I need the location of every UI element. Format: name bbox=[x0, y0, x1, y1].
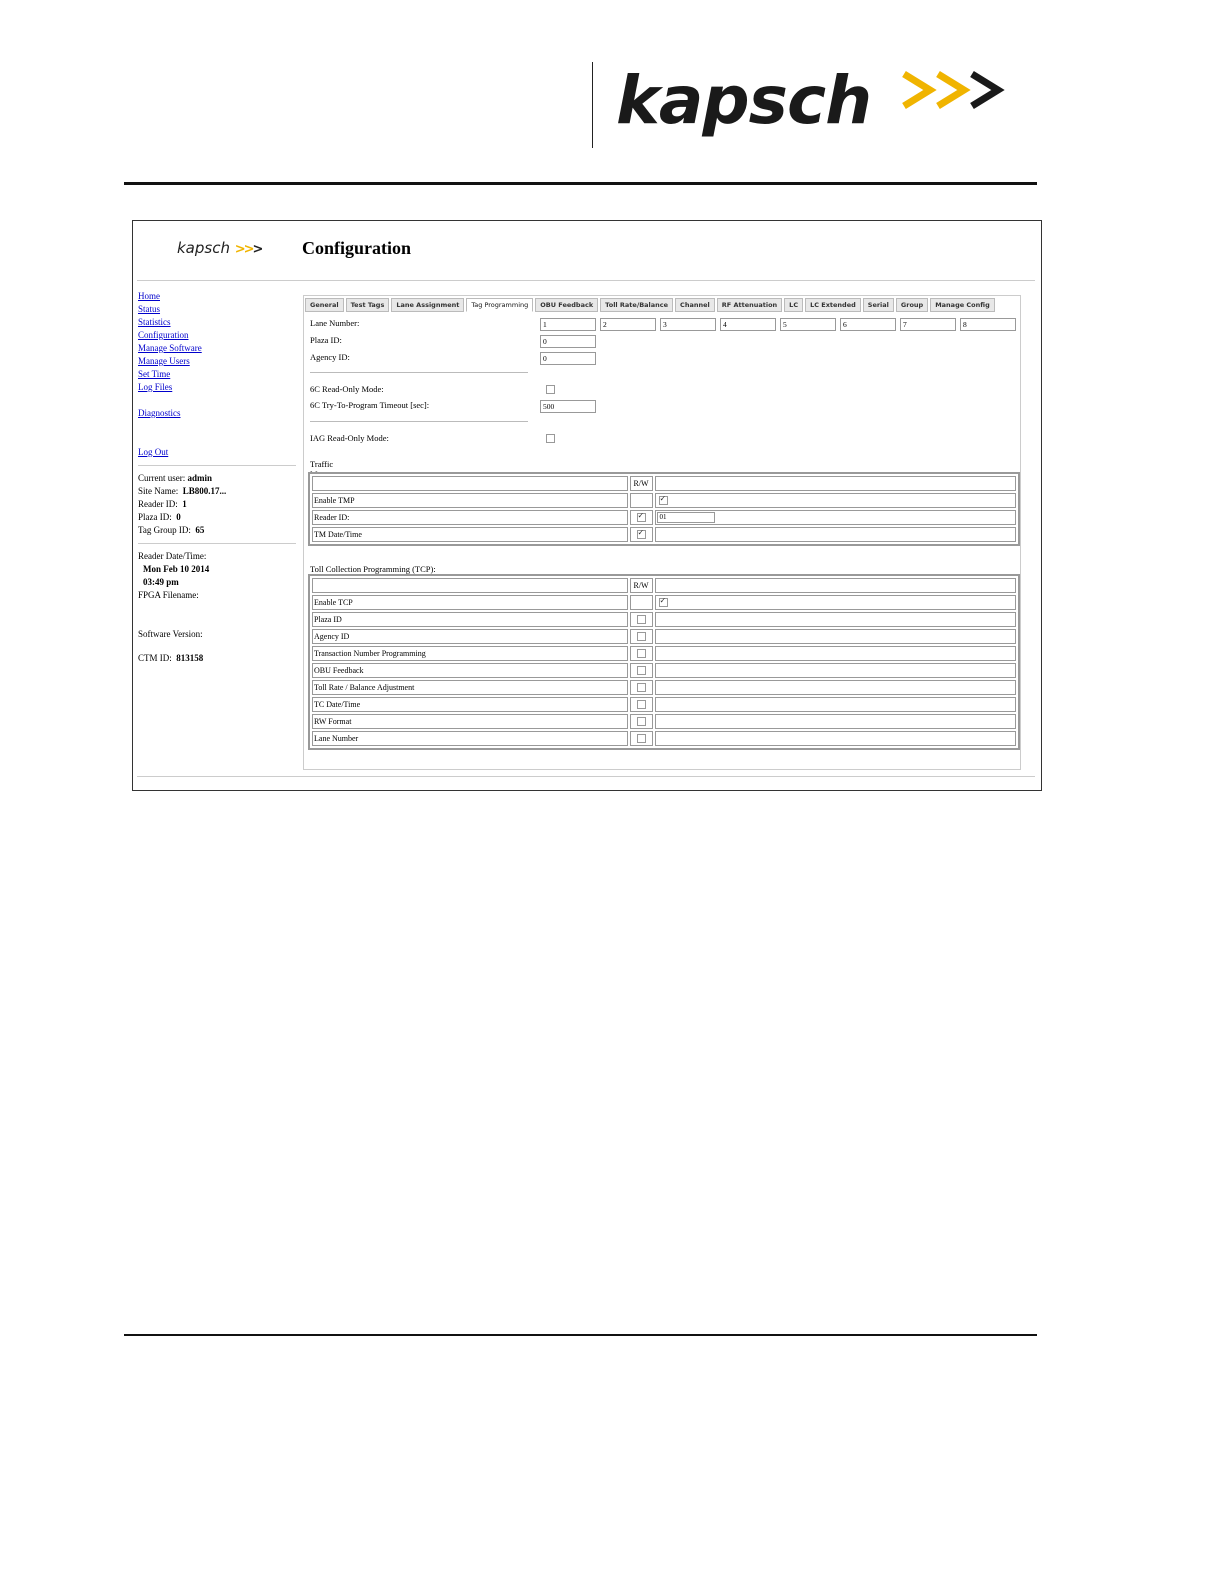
plaza-id-label: Plaza ID: bbox=[310, 335, 342, 345]
app-logo-text: kapsch bbox=[177, 239, 230, 257]
header-rule bbox=[124, 182, 1037, 185]
tc-date-time-rw-checkbox[interactable] bbox=[637, 700, 646, 709]
tab-general[interactable]: General bbox=[305, 298, 344, 312]
row-label: Reader ID: bbox=[312, 510, 628, 525]
nav-link-manage-software[interactable]: Manage Software bbox=[138, 343, 202, 353]
nav-link-set-time[interactable]: Set Time bbox=[138, 369, 171, 379]
kapsch-arrows-icon bbox=[902, 68, 1022, 128]
enable-tmp-checkbox[interactable] bbox=[659, 496, 668, 505]
kapsch-logo-text: kapsch bbox=[616, 62, 872, 139]
config-panel bbox=[303, 295, 1021, 770]
lane-number-input-6[interactable]: 6 bbox=[840, 318, 896, 331]
nav-link-home[interactable]: Home bbox=[138, 291, 160, 301]
agency-id-label: Agency ID: bbox=[310, 352, 350, 362]
tab-manage-config[interactable]: Manage Config bbox=[930, 298, 995, 312]
config-tabs bbox=[305, 298, 997, 312]
row-label: OBU Feedback bbox=[312, 663, 628, 678]
row-label: Enable TCP bbox=[312, 595, 628, 610]
row-label: TC Date/Time bbox=[312, 697, 628, 712]
iag-readonly-checkbox[interactable] bbox=[546, 434, 555, 443]
table-row bbox=[312, 578, 1016, 593]
tag-group-label: Tag Group ID: bbox=[138, 525, 191, 535]
table-row bbox=[312, 612, 1016, 627]
table-row bbox=[312, 595, 1016, 610]
lane-number-input-5[interactable]: 5 bbox=[780, 318, 836, 331]
plaza-id-label: Plaza ID: bbox=[138, 512, 172, 522]
toll-rate-balance-adjustment-rw-checkbox[interactable] bbox=[637, 683, 646, 692]
row-label: Agency ID bbox=[312, 629, 628, 644]
rw-header: R/W bbox=[630, 476, 653, 491]
table-row bbox=[312, 510, 1016, 525]
transaction-number-programming-rw-checkbox[interactable] bbox=[637, 649, 646, 658]
table-row bbox=[312, 697, 1016, 712]
6c-timeout-label: 6C Try-To-Program Timeout [sec]: bbox=[310, 400, 430, 410]
tab-channel[interactable]: Channel bbox=[675, 298, 715, 312]
tag-group-value: 65 bbox=[195, 525, 205, 535]
lane-number-input-4[interactable]: 4 bbox=[720, 318, 776, 331]
table-row bbox=[312, 663, 1016, 678]
current-user-value: admin bbox=[187, 473, 213, 483]
lane-number-input-1[interactable]: 1 bbox=[540, 318, 596, 331]
tcp-title: Toll Collection Programming (TCP): bbox=[310, 564, 436, 574]
page-title: Configuration bbox=[302, 238, 412, 258]
app-logo-arrows-icon: >>> bbox=[234, 242, 262, 257]
fpga-filename-label: FPGA Filename: bbox=[138, 590, 199, 600]
tab-group[interactable]: Group bbox=[896, 298, 928, 312]
reader-date-value: Mon Feb 10 2014 bbox=[143, 564, 210, 574]
tab-lc[interactable]: LC bbox=[784, 298, 803, 312]
lane-number-rw-checkbox[interactable] bbox=[637, 734, 646, 743]
site-name-value: LB800.17... bbox=[182, 486, 227, 496]
table-row bbox=[312, 476, 1016, 491]
plaza-id-rw-checkbox[interactable] bbox=[637, 615, 646, 624]
nav-link-status[interactable]: Status bbox=[138, 304, 161, 314]
row-label: TM Date/Time bbox=[312, 527, 628, 542]
tmp-title: Traffic bbox=[310, 459, 334, 469]
tab-test-tags[interactable]: Test Tags bbox=[346, 298, 390, 312]
nav-link-log-files[interactable]: Log Files bbox=[138, 382, 173, 392]
header-divider bbox=[592, 62, 593, 148]
row-label: Enable TMP bbox=[312, 493, 628, 508]
nav-link-diagnostics[interactable]: Diagnostics bbox=[138, 408, 181, 418]
6c-timeout-input[interactable]: 500 bbox=[540, 400, 596, 413]
tab-rf-attenuation[interactable]: RF Attenuation bbox=[717, 298, 782, 312]
table-row bbox=[312, 646, 1016, 661]
sidebar-divider bbox=[138, 465, 296, 466]
nav-link-log-out[interactable]: Log Out bbox=[138, 447, 169, 457]
reader-datetime-label: Reader Date/Time: bbox=[138, 551, 207, 561]
lane-number-input-3[interactable]: 3 bbox=[660, 318, 716, 331]
reader-info bbox=[138, 472, 298, 537]
obu-feedback-rw-checkbox[interactable] bbox=[637, 666, 646, 675]
tab-serial[interactable]: Serial bbox=[863, 298, 894, 312]
tm-datetime-rw-checkbox[interactable] bbox=[637, 530, 646, 539]
table-row bbox=[312, 731, 1016, 746]
tcp-table bbox=[308, 574, 1020, 750]
tab-lc-extended[interactable]: LC Extended bbox=[805, 298, 861, 312]
bottom-divider bbox=[137, 776, 1035, 777]
tab-tag-programming[interactable]: Tag Programming bbox=[466, 298, 533, 312]
lane-number-label: Lane Number: bbox=[310, 318, 360, 328]
form-divider bbox=[310, 372, 528, 373]
app-logo bbox=[177, 239, 261, 257]
table-row bbox=[312, 680, 1016, 695]
sidebar-divider bbox=[138, 543, 296, 544]
table-row bbox=[312, 629, 1016, 644]
rw-header: R/W bbox=[630, 578, 653, 593]
row-label: Toll Rate / Balance Adjustment bbox=[312, 680, 628, 695]
tab-toll-rate-balance[interactable]: Toll Rate/Balance bbox=[600, 298, 673, 312]
table-row bbox=[312, 714, 1016, 729]
reader-id-value: 1 bbox=[182, 499, 187, 509]
table-row bbox=[312, 527, 1016, 542]
6c-readonly-checkbox[interactable] bbox=[546, 385, 555, 394]
lane-number-input-8[interactable]: 8 bbox=[960, 318, 1016, 331]
ctm-id-value: 813158 bbox=[176, 653, 204, 663]
agency-id-rw-checkbox[interactable] bbox=[637, 632, 646, 641]
reader-time-value: 03:49 pm bbox=[143, 577, 179, 587]
reader-id-rw-checkbox[interactable] bbox=[637, 513, 646, 522]
row-label: Transaction Number Programming bbox=[312, 646, 628, 661]
top-divider bbox=[137, 280, 1035, 281]
footer-rule bbox=[124, 1334, 1037, 1336]
tab-lane-assignment[interactable]: Lane Assignment bbox=[391, 298, 464, 312]
form-divider bbox=[310, 421, 528, 422]
current-user-label: Current user: bbox=[138, 473, 186, 483]
kapsch-logo bbox=[612, 60, 1032, 150]
reader-datetime bbox=[138, 550, 298, 665]
row-label: Lane Number bbox=[312, 731, 628, 746]
enable-tcp-checkbox[interactable] bbox=[659, 598, 668, 607]
nav-link-statistics[interactable]: Statistics bbox=[138, 317, 171, 327]
row-label: RW Format bbox=[312, 714, 628, 729]
plaza-id-input[interactable]: 0 bbox=[540, 335, 596, 348]
table-row bbox=[312, 493, 1016, 508]
row-label: Plaza ID bbox=[312, 612, 628, 627]
6c-readonly-label: 6C Read-Only Mode: bbox=[310, 384, 384, 394]
tab-obu-feedback[interactable]: OBU Feedback bbox=[535, 298, 598, 312]
rw-format-rw-checkbox[interactable] bbox=[637, 717, 646, 726]
nav-link-configuration[interactable]: Configuration bbox=[138, 330, 189, 340]
agency-id-input[interactable]: 0 bbox=[540, 352, 596, 365]
iag-readonly-label: IAG Read-Only Mode: bbox=[310, 433, 389, 443]
lane-number-input-2[interactable]: 2 bbox=[600, 318, 656, 331]
lane-number-input-7[interactable]: 7 bbox=[900, 318, 956, 331]
site-name-label: Site Name: bbox=[138, 486, 179, 496]
tmp-reader-id-input[interactable]: 01 bbox=[657, 512, 715, 523]
plaza-id-value: 0 bbox=[176, 512, 181, 522]
tmp-table bbox=[308, 472, 1020, 546]
sidebar bbox=[138, 290, 298, 665]
reader-id-label: Reader ID: bbox=[138, 499, 178, 509]
software-version-label: Software Version: bbox=[138, 629, 203, 639]
config-screenshot bbox=[132, 220, 1042, 791]
ctm-id-label: CTM ID: bbox=[138, 653, 172, 663]
nav-link-manage-users[interactable]: Manage Users bbox=[138, 356, 190, 366]
